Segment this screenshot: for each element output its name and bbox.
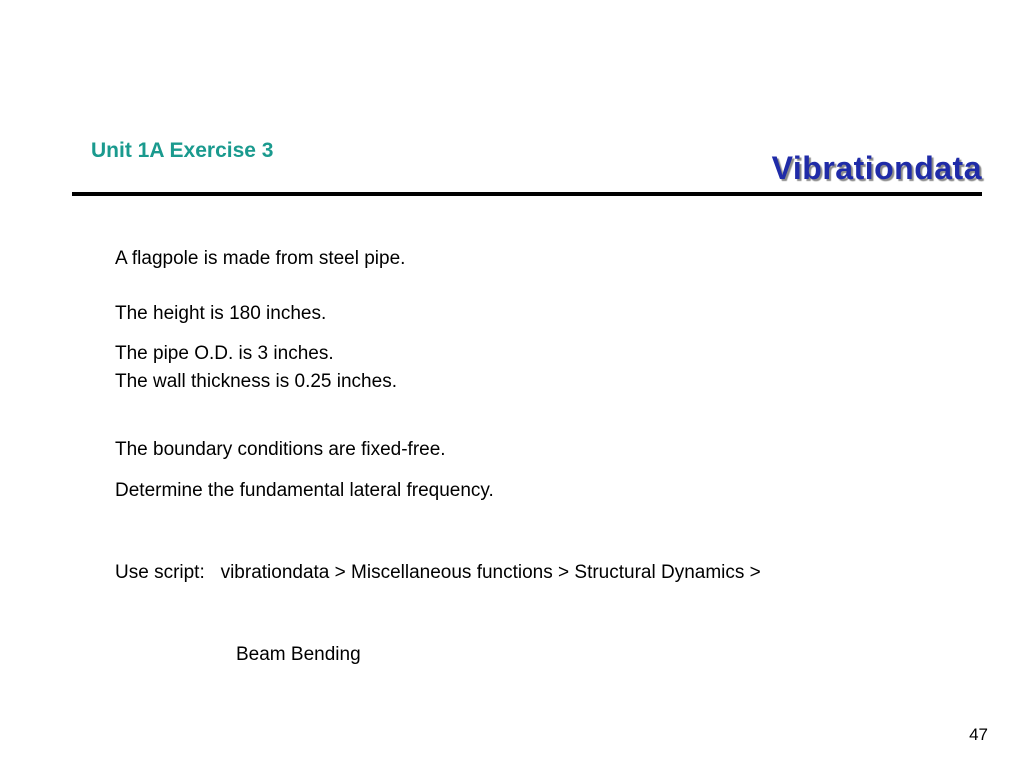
body-line-determine-frequency: Determine the fundamental lateral frequency. xyxy=(115,480,494,501)
body-line-flagpole: A flagpole is made from steel pipe. xyxy=(115,248,406,269)
vibrationdata-logo: Vibrationdata xyxy=(771,150,982,186)
body-line-wall-thickness: The wall thickness is 0.25 inches. xyxy=(115,371,397,392)
body-line-boundary-conditions: The boundary conditions are fixed-free. xyxy=(115,439,446,460)
slide-title: Unit 1A Exercise 3 xyxy=(91,139,274,162)
header-divider xyxy=(72,192,982,196)
page-number: 47 xyxy=(969,725,988,744)
body-line-height: The height is 180 inches. xyxy=(115,303,327,324)
body-line-use-script: Use script: vibrationdata > Miscellaneous functions > Structural Dynamics > xyxy=(115,562,761,583)
body-line-beam-bending: Beam Bending xyxy=(236,644,361,665)
body-line-od: The pipe O.D. is 3 inches. xyxy=(115,343,334,364)
